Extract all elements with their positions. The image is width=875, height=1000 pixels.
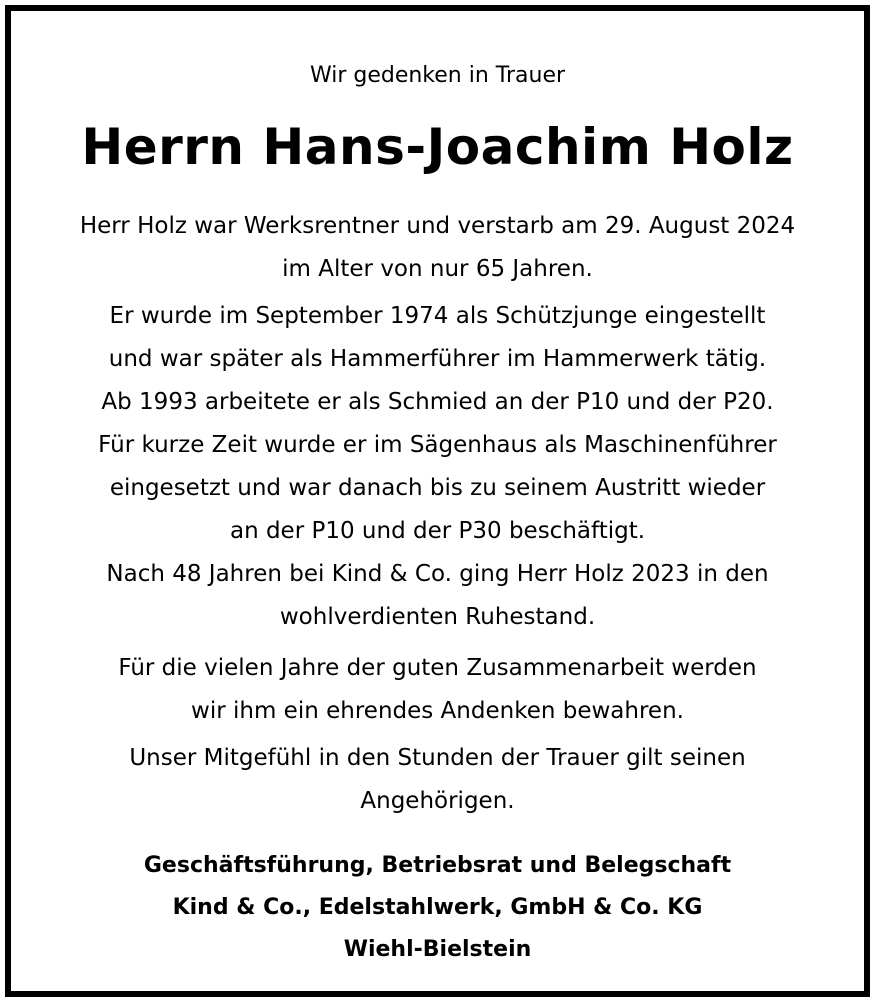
text-line: wir ihm ein ehrendes Andenken bewahren. <box>191 698 684 724</box>
intro-line: Wir gedenken in Trauer <box>309 63 566 88</box>
paragraph-retirement <box>11 553 864 639</box>
text-line: Nach 48 Jahren bei Kind & Co. ging Herr Holz 2023 in den <box>106 561 769 587</box>
text-line: Unser Mitgefühl in den Stunden der Trauer gilt seinen <box>129 745 746 771</box>
paragraph-career <box>11 295 864 553</box>
obituary-frame <box>5 5 870 997</box>
text-line: im Alter von nur 65 Jahren. <box>282 256 593 282</box>
signature-line: Geschäftsführung, Betriebsrat und Belegschaft <box>143 853 732 878</box>
signature-block <box>11 845 864 971</box>
signature-line: Wiehl-Bielstein <box>343 937 532 962</box>
deceased-name: Herrn Hans-Joachim Holz <box>81 118 794 176</box>
text-line: wohlverdienten Ruhestand. <box>279 604 596 630</box>
paragraph-gratitude <box>11 647 864 733</box>
text-line: Für kurze Zeit wurde er im Sägenhaus als Maschinenführer <box>98 432 777 458</box>
text-line: an der P10 und der P30 beschäftigt. <box>229 518 646 544</box>
text-line: Herr Holz war Werksrentner und verstarb am 29. August 2024 <box>79 213 796 239</box>
text-line: Für die vielen Jahre der guten Zusammenarbeit werden <box>118 655 757 681</box>
paragraph-death-notice <box>11 205 864 291</box>
text-line: eingesetzt und war danach bis zu seinem Austritt wieder <box>109 475 766 501</box>
signature-line: Kind & Co., Edelstahlwerk, GmbH & Co. KG <box>172 895 703 920</box>
paragraph-condolences <box>11 737 864 823</box>
text-line: und war später als Hammerführer im Hammerwerk tätig. <box>108 346 767 372</box>
text-line: Angehörigen. <box>360 788 515 814</box>
text-line: Ab 1993 arbeitete er als Schmied an der P10 und der P20. <box>101 389 774 415</box>
text-line: Er wurde im September 1974 als Schützjunge eingestellt <box>109 303 766 329</box>
